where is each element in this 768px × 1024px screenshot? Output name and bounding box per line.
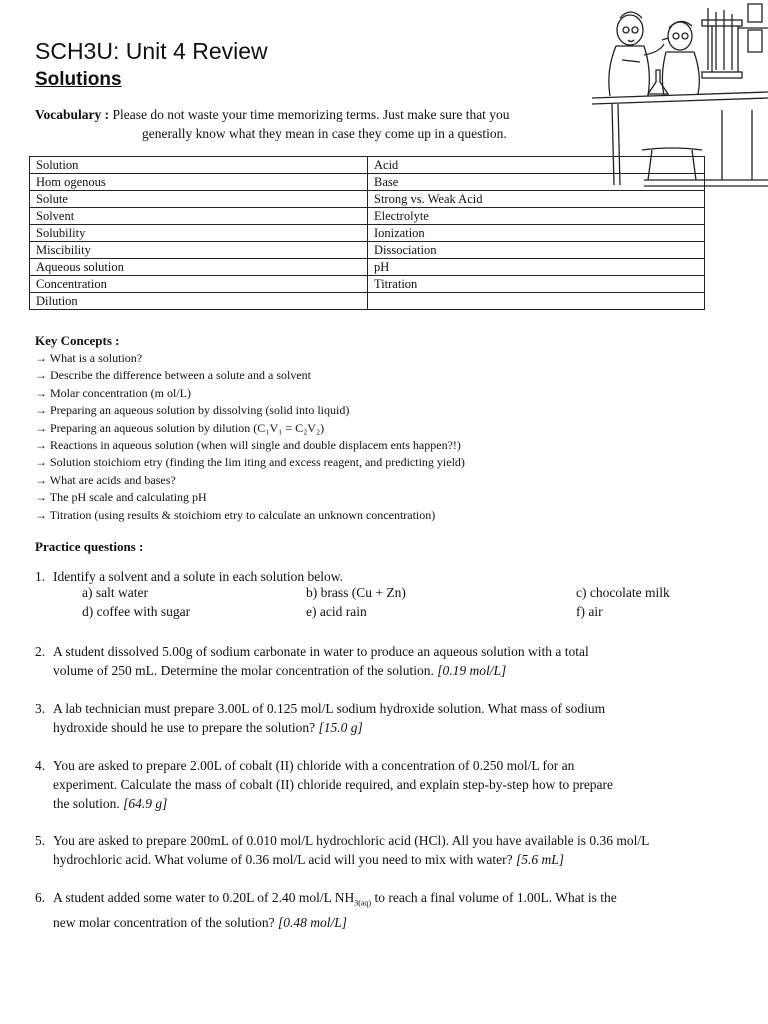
question-2 <box>35 642 589 680</box>
question-text: the solution. <box>53 796 120 811</box>
option-f: f) air <box>576 604 603 619</box>
page-title: SCH3U: Unit 4 Review <box>35 38 268 64</box>
question-number: 5. <box>35 833 46 848</box>
table-cell: Hom ogenous <box>30 174 368 191</box>
question-3 <box>35 699 605 737</box>
answer-text: [15.0 g] <box>318 720 363 735</box>
question-4 <box>35 756 613 813</box>
list-item: → The pH scale and calculating pH <box>35 490 207 505</box>
table-cell: Solvent <box>30 208 368 225</box>
table-cell: pH <box>368 259 705 276</box>
list-item: → What are acids and bases? <box>35 472 176 487</box>
question-text: new molar concentration of the solution? <box>53 914 275 930</box>
table-cell: Titration <box>368 276 705 293</box>
table-cell: Dissociation <box>368 242 705 259</box>
key-concepts-list <box>35 350 465 524</box>
option-c: c) chocolate milk <box>576 585 670 600</box>
list-item: → Molar concentration (m ol/L) <box>35 385 191 400</box>
table-cell: Aqueous solution <box>30 259 368 276</box>
table-cell: Solution <box>30 157 368 174</box>
answer-text: [0.19 mol/L] <box>437 663 507 678</box>
question-text: A student dissolved 5.00g of sodium carbonate in water to produce an aqueous solution with a total <box>53 644 589 659</box>
question-number: 2. <box>35 644 46 659</box>
option-a: a) salt water <box>82 585 148 600</box>
question-text: experiment. Calculate the mass of cobalt (II) chloride required, and explain step-by-step how to prepare <box>53 777 614 792</box>
list-item: → Describe the difference between a solute and a solvent <box>35 368 311 383</box>
table-row <box>30 276 705 293</box>
list-item: → What is a solution? <box>35 351 143 365</box>
option-b: b) brass (Cu + Zn) <box>306 585 406 600</box>
table-cell: Electrolyte <box>368 208 705 225</box>
table-row <box>30 208 705 225</box>
table-cell: Dilution <box>30 293 368 310</box>
vocabulary-intro-line2: generally know what they mean in case they come up in a question. <box>142 126 507 141</box>
table-cell: Strong vs. Weak Acid <box>368 191 705 208</box>
vocabulary-intro-line1 <box>35 107 510 123</box>
table-row <box>30 259 705 276</box>
table-cell: Concentration <box>30 276 368 293</box>
page-subtitle: Solutions <box>35 69 122 90</box>
question-5 <box>35 831 649 869</box>
question-text: Identify a solvent and a solute in each solution below. <box>53 569 344 584</box>
option-e: e) acid rain <box>306 604 367 619</box>
answer-text: [5.6 mL] <box>516 852 565 867</box>
question-number: 4. <box>35 758 46 773</box>
question-text: to reach a final volume of 1.00L. What is the <box>371 890 617 905</box>
question-1 <box>35 567 343 586</box>
table-cell <box>368 293 705 310</box>
question-text: volume of 250 mL. Determine the molar concentration of the solution. <box>53 663 434 678</box>
table-row <box>30 174 705 191</box>
question-text: A lab technician must prepare 3.00L of 0.125 mol/L sodium hydroxide solution. What mass of sodium <box>53 701 606 716</box>
list-item: → Preparing an aqueous solution by dissolving (solid into liquid) <box>35 403 350 418</box>
list-item: → Solution stoichiom etry (finding the lim iting and excess reagent, and predicting yield) <box>35 455 465 470</box>
table-cell: Miscibility <box>30 242 368 259</box>
vocabulary-label: Vocabulary : <box>35 107 110 122</box>
table-row <box>30 225 705 242</box>
subscript: 3(aq) <box>354 898 372 908</box>
question-text: A student added some water to 0.20L of 2.40 mol/L NH <box>53 890 355 905</box>
vocabulary-table <box>29 156 705 310</box>
question-text: hydrochloric acid. What volume of 0.36 mol/L acid will you need to mix with water? <box>53 852 513 867</box>
table-row <box>30 157 705 174</box>
key-concepts-heading: Key Concepts : <box>35 333 120 348</box>
table-row <box>30 191 705 208</box>
table-row <box>30 242 705 259</box>
list-item: → Preparing an aqueous solution by dilution (C₁V₁ = C₂V₂) <box>35 420 325 435</box>
table-cell: Acid <box>368 157 705 174</box>
table-cell: Ionization <box>368 225 705 242</box>
question-text: You are asked to prepare 2.00L of cobalt (II) chloride with a concentration of 0.250 mol/L for an <box>53 758 575 773</box>
table-cell: Solubility <box>30 225 368 242</box>
option-d: d) coffee with sugar <box>82 604 191 619</box>
question-number: 3. <box>35 701 46 716</box>
answer-text: [0.48 mol/L] <box>277 914 347 930</box>
practice-heading: Practice questions : <box>35 539 144 554</box>
table-row <box>30 293 705 310</box>
answer-text: [64.9 g] <box>123 796 168 811</box>
question-text: You are asked to prepare 200mL of 0.010 mol/L hydrochloric acid (HCl). All you have available is 0.36 mol/L <box>53 833 650 848</box>
table-cell: Solute <box>30 191 368 208</box>
list-item: → Reactions in aqueous solution (when will single and double displacem ents happen?!) <box>35 438 461 453</box>
table-cell: Base <box>368 174 705 191</box>
question-text: hydroxide should he use to prepare the solution? <box>53 720 316 735</box>
vocabulary-instruction: Please do not waste your time memorizing terms. Just make sure that you <box>109 107 510 122</box>
list-item: → Titration (using results & stoichiom etry to calculate an unknown concentration) <box>35 507 436 522</box>
question-number: 6. <box>35 890 46 905</box>
question-number: 1. <box>35 569 46 584</box>
question-6 <box>35 888 617 932</box>
